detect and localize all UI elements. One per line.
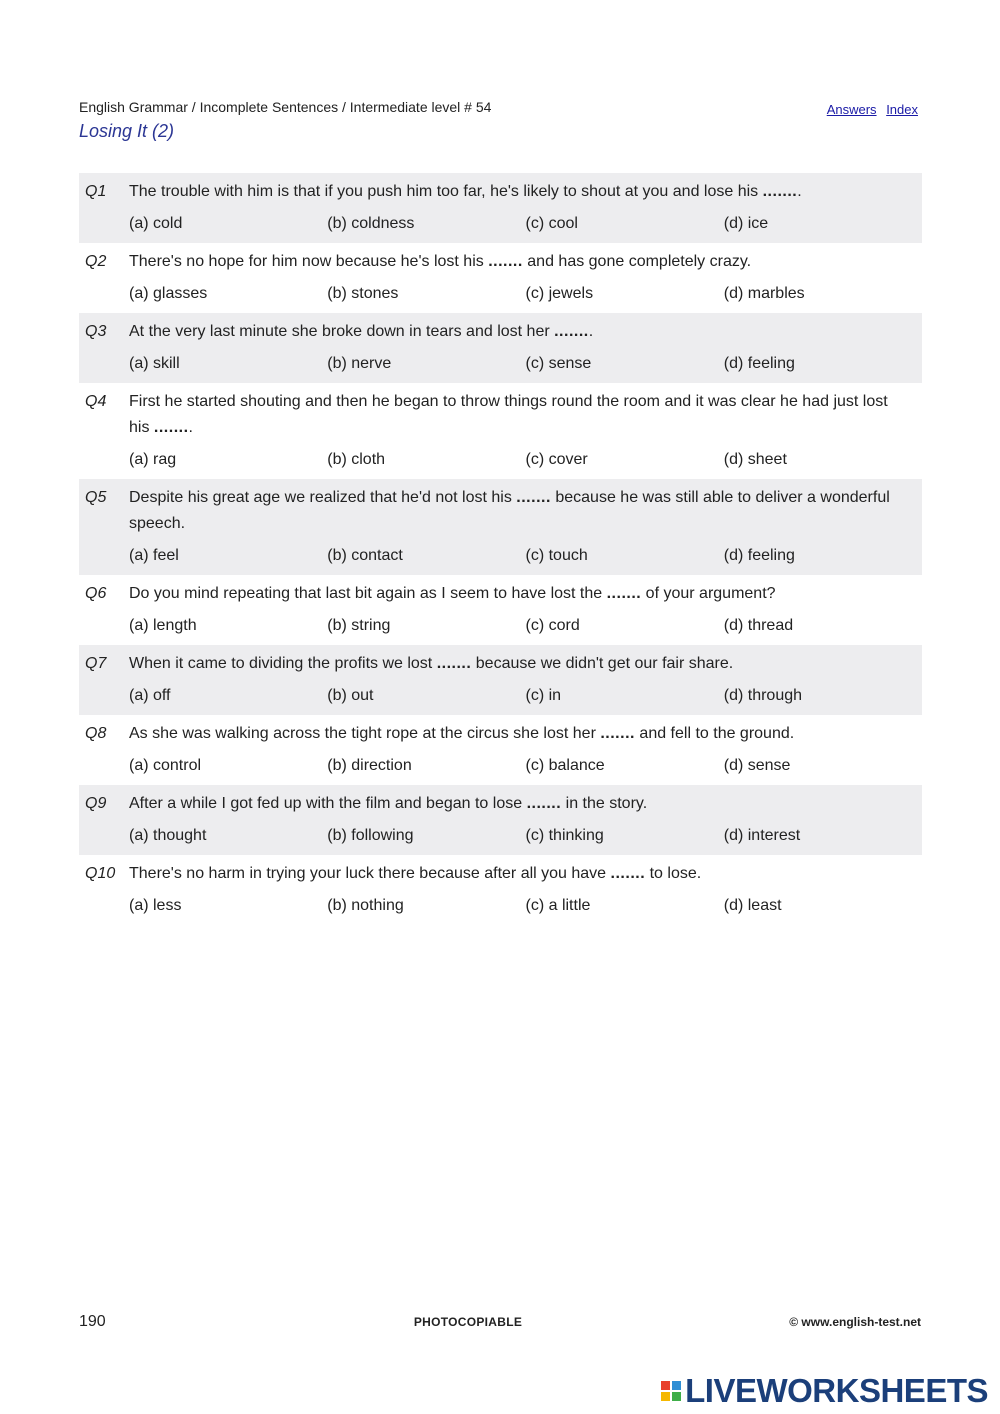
answer-blank[interactable]: ....... xyxy=(526,795,562,812)
answer-option[interactable]: (b) nerve xyxy=(327,355,392,372)
answer-option[interactable]: (a) rag xyxy=(129,451,177,468)
answer-option[interactable]: (d) thread xyxy=(723,617,794,634)
question-text xyxy=(129,485,902,537)
question-text-after: to lose. xyxy=(645,865,702,882)
answer-option[interactable]: (c) touch xyxy=(525,547,588,564)
question-number: Q6 xyxy=(85,585,107,602)
question-item xyxy=(79,243,922,313)
question-item xyxy=(79,383,922,479)
answer-option[interactable]: (c) cord xyxy=(525,617,580,634)
header-links xyxy=(821,102,918,117)
answer-option[interactable]: (c) balance xyxy=(525,757,605,774)
answer-option[interactable]: (c) thinking xyxy=(525,827,604,844)
logo-squares-icon xyxy=(661,1381,681,1401)
answer-option[interactable]: (b) cloth xyxy=(327,451,386,468)
question-text-before: First he started shouting and then he began to throw things round the room and it was clear he had just lost his xyxy=(129,393,888,436)
answer-option[interactable]: (b) following xyxy=(327,827,414,844)
answer-option[interactable]: (b) nothing xyxy=(327,897,404,914)
options-row xyxy=(129,753,922,779)
answer-blank[interactable]: ....... xyxy=(516,489,551,506)
question-number: Q3 xyxy=(85,323,107,340)
question-text-after: in the story. xyxy=(561,795,648,812)
question-list xyxy=(79,173,922,925)
question-text-after: because we didn't get our fair share. xyxy=(471,655,734,672)
question-text xyxy=(129,791,902,817)
question-text xyxy=(129,179,902,205)
question-number: Q4 xyxy=(85,393,107,410)
question-text xyxy=(129,581,902,607)
answer-option[interactable]: (a) control xyxy=(129,757,202,774)
answer-option[interactable]: (d) sense xyxy=(723,757,791,774)
options-row xyxy=(129,613,922,639)
question-number: Q1 xyxy=(85,183,107,200)
question-item xyxy=(79,575,922,645)
question-text xyxy=(129,249,902,275)
answer-option[interactable]: (b) coldness xyxy=(327,215,415,232)
question-text-after: and fell to the ground. xyxy=(634,725,795,742)
liveworksheets-logo xyxy=(661,1372,988,1410)
question-number: Q9 xyxy=(85,795,107,812)
answer-blank[interactable]: ....... xyxy=(436,655,472,672)
question-item xyxy=(79,715,922,785)
answer-option[interactable]: (d) feeling xyxy=(723,547,795,564)
question-item xyxy=(79,479,922,575)
answer-blank[interactable]: ....... xyxy=(554,323,589,340)
question-text-before: Do you mind repeating that last bit again as I seem to have lost the xyxy=(129,585,607,602)
answer-blank[interactable]: ....... xyxy=(606,585,642,602)
brand-name: LIVEWORKSHEETS xyxy=(685,1372,988,1409)
answer-blank[interactable]: ....... xyxy=(610,865,646,882)
options-row xyxy=(129,893,922,919)
question-item xyxy=(79,313,922,383)
question-text-before: As she was walking across the tight rope at the circus she lost her xyxy=(129,725,601,742)
answer-option[interactable]: (d) marbles xyxy=(723,285,805,302)
answer-option[interactable]: (a) cold xyxy=(129,215,183,232)
answers-link[interactable]: Answers xyxy=(826,102,877,117)
question-text-before: At the very last minute she broke down in tears and lost her xyxy=(129,323,555,340)
question-text xyxy=(129,721,902,747)
answer-option[interactable]: (d) feeling xyxy=(723,355,795,372)
question-number: Q7 xyxy=(85,655,107,672)
photocopiable-label: PHOTOCOPIABLE xyxy=(413,1315,523,1329)
answer-option[interactable]: (b) direction xyxy=(327,757,412,774)
page-title: Losing It (2) xyxy=(79,121,175,141)
answer-option[interactable]: (d) through xyxy=(723,687,803,704)
answer-option[interactable]: (c) cool xyxy=(525,215,578,232)
options-row xyxy=(129,543,922,569)
question-number: Q2 xyxy=(85,253,107,270)
answer-option[interactable]: (b) stones xyxy=(327,285,399,302)
answer-blank[interactable]: ....... xyxy=(488,253,523,270)
question-text xyxy=(129,319,902,345)
answer-option[interactable]: (a) glasses xyxy=(129,285,208,302)
index-link[interactable]: Index xyxy=(886,102,918,117)
question-text xyxy=(129,389,902,441)
question-text-after: . xyxy=(188,419,193,436)
options-row xyxy=(129,351,922,377)
breadcrumb: English Grammar / Incomplete Sentences / Intermediate level # 54 xyxy=(79,99,492,115)
question-item xyxy=(79,785,922,855)
question-number: Q10 xyxy=(85,865,116,882)
copyright: © www.english-test.net xyxy=(789,1315,921,1329)
answer-option[interactable]: (c) cover xyxy=(525,451,588,468)
question-number: Q8 xyxy=(85,725,107,742)
answer-blank[interactable]: ....... xyxy=(153,419,189,436)
answer-blank[interactable]: ....... xyxy=(762,183,798,200)
question-text-before: When it came to dividing the profits we lost xyxy=(129,655,437,672)
answer-option[interactable]: (d) interest xyxy=(723,827,801,844)
question-text-after: . xyxy=(797,183,802,200)
answer-option[interactable]: (a) less xyxy=(129,897,182,914)
question-text xyxy=(129,861,902,887)
answer-option[interactable]: (c) in xyxy=(525,687,562,704)
answer-option[interactable]: (a) skill xyxy=(129,355,180,372)
answer-blank[interactable]: ....... xyxy=(600,725,635,742)
answer-option[interactable]: (a) off xyxy=(129,687,171,704)
answer-option[interactable]: (c) sense xyxy=(525,355,592,372)
options-row xyxy=(129,447,922,473)
answer-option[interactable]: (b) contact xyxy=(327,547,403,564)
question-text-after: of your argument? xyxy=(641,585,776,602)
answer-option[interactable]: (d) least xyxy=(723,897,782,914)
question-item xyxy=(79,645,922,715)
options-row xyxy=(129,683,922,709)
question-text-before: There's no harm in trying your luck there because after all you have xyxy=(129,865,611,882)
question-text-before: There's no hope for him now because he's lost his xyxy=(129,253,489,270)
answer-option[interactable]: (a) feel xyxy=(129,547,179,564)
question-text xyxy=(129,651,902,677)
question-text-before: After a while I got fed up with the film and began to lose xyxy=(129,795,527,812)
answer-option[interactable]: (d) ice xyxy=(723,215,769,232)
question-item xyxy=(79,173,922,243)
question-number: Q5 xyxy=(85,489,107,506)
page-number: 190 xyxy=(79,1313,106,1330)
question-item xyxy=(79,855,922,925)
answer-option[interactable]: (c) a little xyxy=(525,897,591,914)
answer-option[interactable]: (a) length xyxy=(129,617,197,634)
question-text-after: because he was still able to deliver a wonderful speech. xyxy=(129,489,890,532)
answer-option[interactable]: (a) thought xyxy=(129,827,207,844)
answer-option[interactable]: (b) string xyxy=(327,617,391,634)
question-text-before: The trouble with him is that if you push him too far, he's likely to shout at you and lose his xyxy=(129,183,763,200)
options-row xyxy=(129,211,922,237)
question-text-after: . xyxy=(588,323,594,340)
options-row xyxy=(129,281,922,307)
answer-option[interactable]: (c) jewels xyxy=(525,285,594,302)
question-text-before: Despite his great age we realized that he'd not lost his xyxy=(129,489,517,506)
options-row xyxy=(129,823,922,849)
question-text-after: and has gone completely crazy. xyxy=(522,253,752,270)
answer-option[interactable]: (b) out xyxy=(327,687,374,704)
answer-option[interactable]: (d) sheet xyxy=(723,451,787,468)
